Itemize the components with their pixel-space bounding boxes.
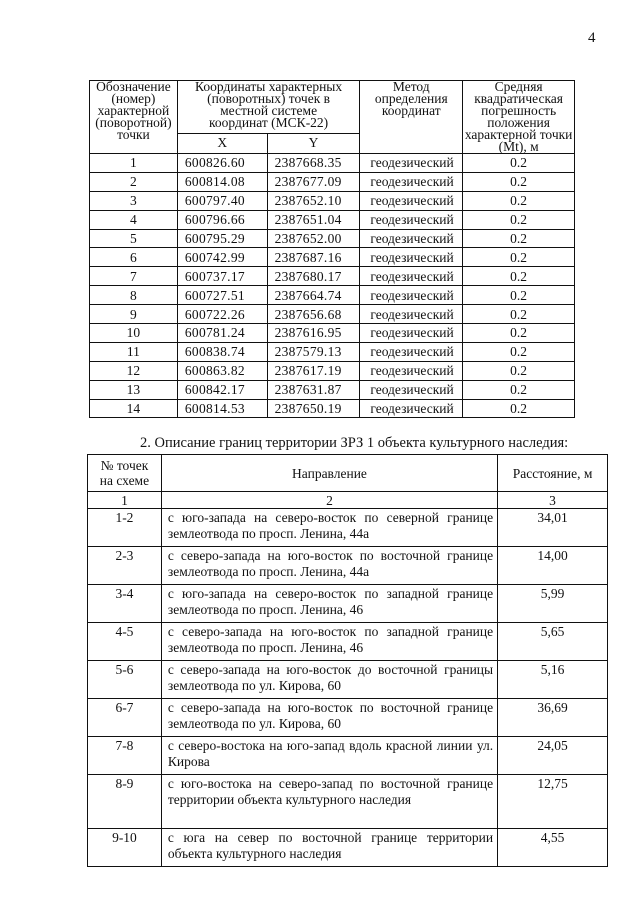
column-index: 2 bbox=[161, 492, 497, 509]
segment-points: 2-3 bbox=[88, 547, 162, 585]
header-distance: Расстояние, м bbox=[498, 455, 608, 492]
method: геодезический bbox=[360, 324, 463, 343]
coord-x: 600814.53 bbox=[177, 399, 267, 418]
table-row bbox=[90, 286, 575, 305]
table-row bbox=[90, 342, 575, 361]
method: геодезический bbox=[360, 380, 463, 399]
method: геодезический bbox=[360, 210, 463, 229]
table-row bbox=[90, 154, 575, 173]
header-coordinates: Координаты характерных (поворотных) точек в местной системе координат (МСК-22) bbox=[177, 81, 359, 134]
coord-y: 2387616.95 bbox=[267, 324, 360, 343]
coord-y: 2387650.19 bbox=[267, 399, 360, 418]
point-number: 9 bbox=[90, 305, 178, 324]
coord-y: 2387631.87 bbox=[267, 380, 360, 399]
coord-x: 600826.60 bbox=[177, 154, 267, 173]
point-number: 6 bbox=[90, 248, 178, 267]
point-number: 2 bbox=[90, 172, 178, 191]
coordinates-table bbox=[89, 80, 575, 418]
direction-text: с юго-запада на северо-восток по западной границе землеотвода по просп. Ленина, 46 bbox=[161, 585, 497, 623]
table-row bbox=[88, 585, 608, 623]
distance-value: 14,00 bbox=[498, 547, 608, 585]
coord-x: 600863.82 bbox=[177, 361, 267, 380]
table-row bbox=[88, 623, 608, 661]
segment-points: 8-9 bbox=[88, 775, 162, 829]
header-x: X bbox=[177, 134, 267, 154]
table-row bbox=[90, 210, 575, 229]
method: геодезический bbox=[360, 229, 463, 248]
error-value: 0.2 bbox=[463, 286, 575, 305]
table-row bbox=[90, 267, 575, 286]
distance-value: 4,55 bbox=[498, 829, 608, 867]
coord-y: 2387652.00 bbox=[267, 229, 360, 248]
coord-y: 2387651.04 bbox=[267, 210, 360, 229]
coord-y: 2387664.74 bbox=[267, 286, 360, 305]
table-row bbox=[88, 829, 608, 867]
coord-x: 600796.66 bbox=[177, 210, 267, 229]
coord-x: 600727.51 bbox=[177, 286, 267, 305]
direction-text: с северо-востока на юго-запад вдоль красной линии ул. Кирова bbox=[161, 737, 497, 775]
header-point: Обозначение (номер) характерной (поворотной) точки bbox=[90, 81, 178, 154]
error-value: 0.2 bbox=[463, 305, 575, 324]
point-number: 7 bbox=[90, 267, 178, 286]
coord-x: 600742.99 bbox=[177, 248, 267, 267]
point-number: 1 bbox=[90, 154, 178, 173]
coord-x: 600781.24 bbox=[177, 324, 267, 343]
distance-value: 12,75 bbox=[498, 775, 608, 829]
coord-y: 2387652.10 bbox=[267, 191, 360, 210]
method: геодезический bbox=[360, 361, 463, 380]
header-direction: Направление bbox=[161, 455, 497, 492]
distance-value: 36,69 bbox=[498, 699, 608, 737]
direction-text: с северо-запада на юго-восток по западной границе землеотвода по просп. Ленина, 46 bbox=[161, 623, 497, 661]
distance-value: 5,65 bbox=[498, 623, 608, 661]
coord-y: 2387617.19 bbox=[267, 361, 360, 380]
direction-text: с юго-востока на северо-запад по восточной границе территории объекта культурного наследия bbox=[161, 775, 497, 829]
point-number: 13 bbox=[90, 380, 178, 399]
method: геодезический bbox=[360, 248, 463, 267]
direction-text: с северо-запада на юго-восток по восточной границе землеотвода по ул. Кирова, 60 bbox=[161, 699, 497, 737]
error-value: 0.2 bbox=[463, 361, 575, 380]
column-index-row bbox=[88, 492, 608, 509]
error-value: 0.2 bbox=[463, 154, 575, 173]
error-value: 0.2 bbox=[463, 267, 575, 286]
point-number: 8 bbox=[90, 286, 178, 305]
table-row bbox=[90, 248, 575, 267]
page-number: 4 bbox=[588, 30, 596, 46]
point-number: 5 bbox=[90, 229, 178, 248]
boundary-table bbox=[87, 454, 608, 867]
header-point-numbers: № точек на схеме bbox=[88, 455, 162, 492]
direction-text: с юго-запада на северо-восток по северной границе землеотвода по просп. Ленина, 44а bbox=[161, 509, 497, 547]
point-number: 11 bbox=[90, 342, 178, 361]
distance-value: 5,16 bbox=[498, 661, 608, 699]
point-number: 4 bbox=[90, 210, 178, 229]
error-value: 0.2 bbox=[463, 380, 575, 399]
segment-points: 7-8 bbox=[88, 737, 162, 775]
table-row bbox=[88, 661, 608, 699]
point-number: 14 bbox=[90, 399, 178, 418]
point-number: 12 bbox=[90, 361, 178, 380]
direction-text: с юга на север по восточной границе территории объекта культурного наследия bbox=[161, 829, 497, 867]
table-row bbox=[88, 775, 608, 829]
table-row bbox=[90, 361, 575, 380]
coord-x: 600838.74 bbox=[177, 342, 267, 361]
error-value: 0.2 bbox=[463, 324, 575, 343]
direction-text: с северо-запада на юго-восток по восточной границе землеотвода по просп. Ленина, 44а bbox=[161, 547, 497, 585]
header-error: Средняя квадратическая погрешность положения характерной точки (Mt), м bbox=[463, 81, 575, 154]
segment-points: 6-7 bbox=[88, 699, 162, 737]
table-row bbox=[90, 229, 575, 248]
segment-points: 5-6 bbox=[88, 661, 162, 699]
section-title: 2. Описание границ территории ЗРЗ 1 объекта культурного наследия: bbox=[140, 435, 569, 451]
table-row bbox=[88, 737, 608, 775]
point-number: 10 bbox=[90, 324, 178, 343]
segment-points: 3-4 bbox=[88, 585, 162, 623]
table-row bbox=[90, 324, 575, 343]
method: геодезический bbox=[360, 172, 463, 191]
distance-value: 24,05 bbox=[498, 737, 608, 775]
table-row bbox=[90, 172, 575, 191]
error-value: 0.2 bbox=[463, 210, 575, 229]
header-y: Y bbox=[267, 134, 360, 154]
error-value: 0.2 bbox=[463, 342, 575, 361]
distance-value: 34,01 bbox=[498, 509, 608, 547]
coord-x: 600814.08 bbox=[177, 172, 267, 191]
direction-text: с северо-запада на юго-восток до восточной границы землеотвода по ул. Кирова, 60 bbox=[161, 661, 497, 699]
column-index: 1 bbox=[88, 492, 162, 509]
method: геодезический bbox=[360, 267, 463, 286]
error-value: 0.2 bbox=[463, 172, 575, 191]
segment-points: 9-10 bbox=[88, 829, 162, 867]
table-row bbox=[88, 699, 608, 737]
coord-x: 600842.17 bbox=[177, 380, 267, 399]
table-row bbox=[90, 399, 575, 418]
segment-points: 4-5 bbox=[88, 623, 162, 661]
table-row bbox=[90, 305, 575, 324]
segment-points: 1-2 bbox=[88, 509, 162, 547]
coord-x: 600797.40 bbox=[177, 191, 267, 210]
coord-y: 2387579.13 bbox=[267, 342, 360, 361]
coord-y: 2387680.17 bbox=[267, 267, 360, 286]
table-row bbox=[90, 380, 575, 399]
coord-y: 2387668.35 bbox=[267, 154, 360, 173]
method: геодезический bbox=[360, 399, 463, 418]
coord-x: 600722.26 bbox=[177, 305, 267, 324]
column-index: 3 bbox=[498, 492, 608, 509]
coord-x: 600737.17 bbox=[177, 267, 267, 286]
header-method: Метод определения координат bbox=[360, 81, 463, 154]
point-number: 3 bbox=[90, 191, 178, 210]
coord-y: 2387677.09 bbox=[267, 172, 360, 191]
method: геодезический bbox=[360, 154, 463, 173]
method: геодезический bbox=[360, 342, 463, 361]
error-value: 0.2 bbox=[463, 229, 575, 248]
error-value: 0.2 bbox=[463, 399, 575, 418]
coord-y: 2387656.68 bbox=[267, 305, 360, 324]
table-row bbox=[88, 509, 608, 547]
coord-y: 2387687.16 bbox=[267, 248, 360, 267]
distance-value: 5,99 bbox=[498, 585, 608, 623]
table-row bbox=[88, 547, 608, 585]
error-value: 0.2 bbox=[463, 248, 575, 267]
table-row bbox=[90, 191, 575, 210]
error-value: 0.2 bbox=[463, 191, 575, 210]
method: геодезический bbox=[360, 191, 463, 210]
coord-x: 600795.29 bbox=[177, 229, 267, 248]
method: геодезический bbox=[360, 305, 463, 324]
method: геодезический bbox=[360, 286, 463, 305]
